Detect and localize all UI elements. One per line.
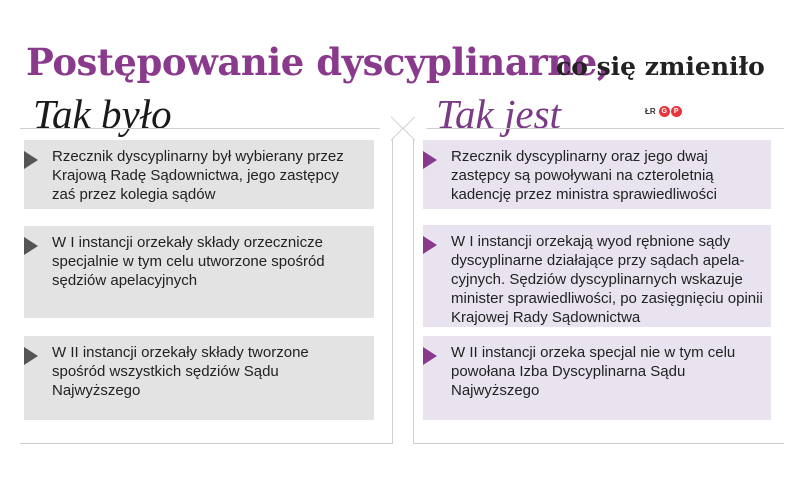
- frame-corner: [379, 116, 403, 140]
- source-badge-left: G: [659, 106, 670, 117]
- source-label: ŁR: [645, 107, 656, 116]
- before-item-text: Rzecznik dyscyplinarny był wybierany przez Krajową Radę Sądownictwa, jego zastępcy zaś przez kolegia sądów: [52, 148, 344, 203]
- page-subtitle: co się zmieniło: [556, 52, 765, 81]
- before-item-second-instance: [24, 336, 374, 420]
- now-item-spokesperson: [423, 140, 771, 209]
- column-heading-before: Tak było: [33, 91, 172, 137]
- before-item-first-instance: [24, 226, 374, 318]
- source-badge-right: P: [671, 106, 682, 117]
- arrow-icon: [24, 151, 38, 169]
- column-heading-now: Tak jest: [436, 91, 561, 137]
- page-title: Postępowanie dyscyplinarne,: [26, 40, 610, 84]
- now-item-text: W II instancji orzeka specjal nie w tym celu powołana Izba Dyscyplinarna Sądu Najwyższego: [451, 344, 736, 399]
- arrow-icon: [24, 347, 38, 365]
- now-item-text: W I instancji orzekają wyod rębnione sądy dyscyplinarne działające przy sądach apela-cyjnych. Sędziów dyscyplinarnych wskazuje minister sprawiedliwości, po zasięgnięciu opinii Krajowej Rady Sądownictwa: [451, 233, 763, 326]
- arrow-icon: [423, 347, 437, 365]
- now-item-text: Rzecznik dyscyplinarny oraz jego dwaj zastępcy są powoływani na czteroletnią kadencję przez ministra sprawiedliwości: [451, 148, 717, 203]
- before-item-spokesperson: [24, 140, 374, 209]
- before-item-text: W II instancji orzekały składy tworzone spośród wszystkich sędziów Sądu Najwyższego: [52, 344, 309, 399]
- source-credit: [645, 106, 682, 117]
- arrow-icon: [423, 236, 437, 254]
- frame-corner: [402, 116, 426, 140]
- arrow-icon: [423, 151, 437, 169]
- arrow-icon: [24, 237, 38, 255]
- now-item-first-instance: [423, 225, 771, 327]
- before-item-text: W I instancji orzekały składy orzecznicze specjalnie w tym celu utworzone spośród sędziów apelacyjnych: [52, 234, 325, 289]
- source-logo: [659, 106, 682, 117]
- now-item-second-instance: [423, 336, 771, 420]
